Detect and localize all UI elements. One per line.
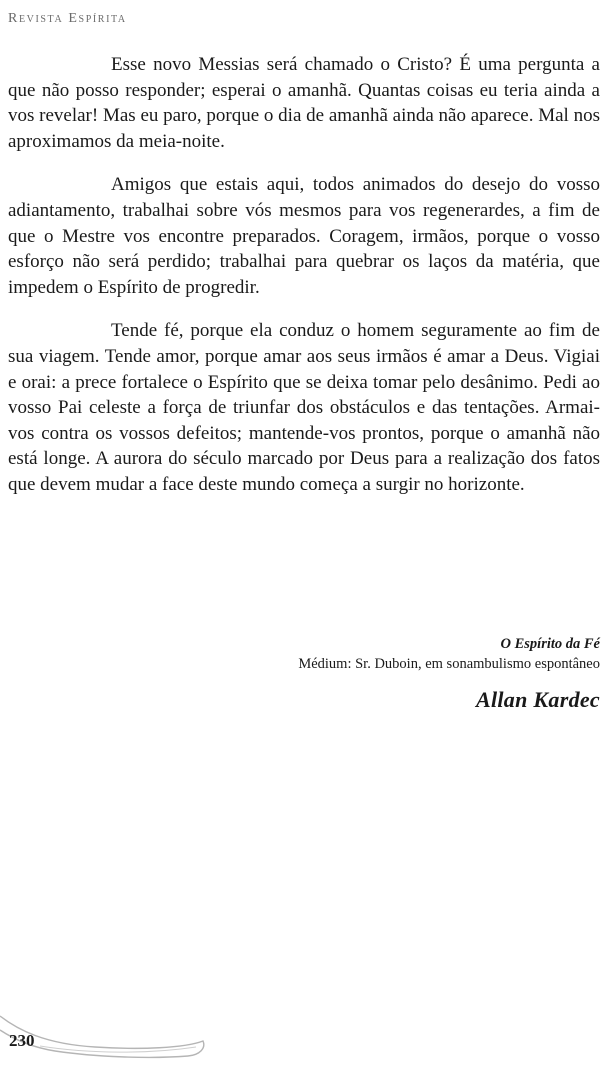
paragraph-1: Esse novo Messias será chamado o Cristo? É uma pergunta a que não posso responder; esperai o amanhã. Quantas coisas eu teria ainda a vos revelar! Mas eu paro, porque o dia de amanhã ainda não aparece. Mal nos aproximamos da meia-noite. xyxy=(8,54,600,152)
signature-block xyxy=(298,634,600,715)
spirit-signature: O Espírito da Fé xyxy=(500,636,600,652)
body-text xyxy=(8,52,600,516)
author-name: Allan Kardec xyxy=(476,687,600,712)
page-number: 230 xyxy=(9,1031,35,1050)
paragraph-2: Amigos que estais aqui, todos animados do desejo do vosso adiantamento, trabalhai sobre vós mesmos para vos regenerardes, a fim de que o Mestre vos encontre preparados. Coragem, irmãos, porque o vosso esforço não será perdido; trabalhai para quebrar os laços da matéria, que impedem o Espírito de progredir. xyxy=(8,174,600,298)
paragraph-3: Tende fé, porque ela conduz o homem seguramente ao fim de sua viagem. Tende amor, porque amar aos seus irmãos é amar a Deus. Vigiai e orai: a prece fortalece o Espírito que se deixa tomar pelo desânimo. Pedi ao vosso Pai celeste a força de triunfar dos obstáculos e das tentações. Armai-vos contra os vossos defeitos; mantende-vos prontos, porque o amanhã não está longe. A aurora do século marcado por Deus para a realização dos fatos que devem mudar a face deste mundo começa a surgir no horizonte. xyxy=(8,320,600,495)
running-header: Revista Espírita xyxy=(8,11,127,26)
medium-credit: Médium: Sr. Duboin, em sonambulismo espontâneo xyxy=(298,656,600,672)
